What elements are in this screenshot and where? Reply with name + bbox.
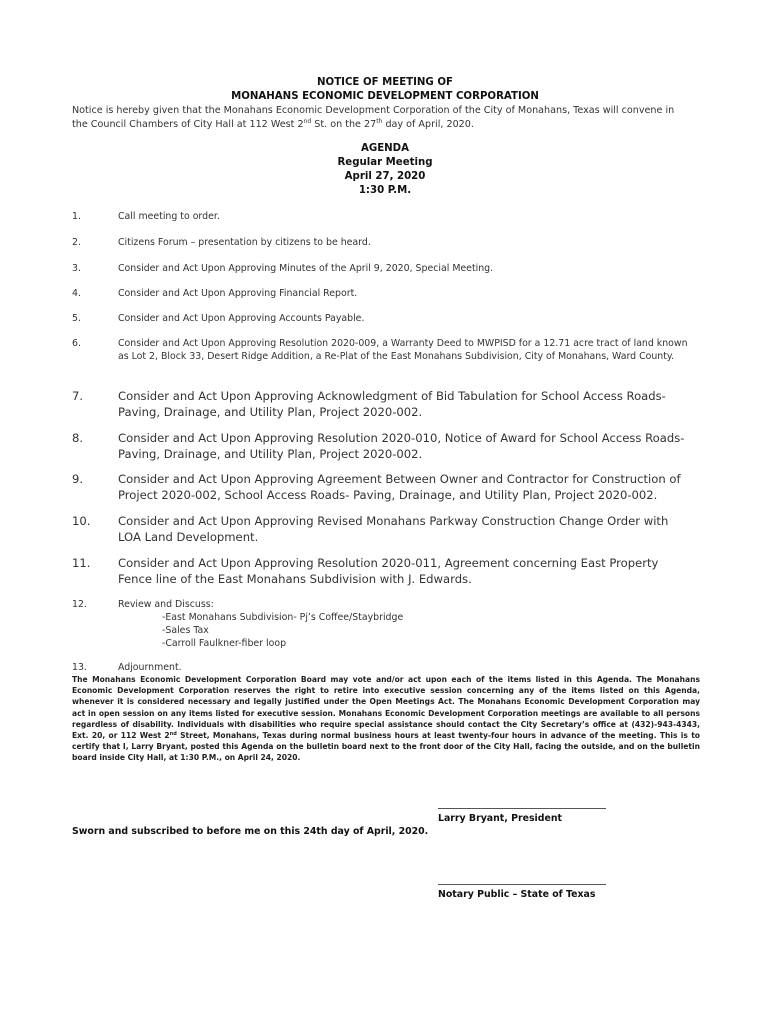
president-label: Larry Bryant, President <box>438 813 562 824</box>
item-text: Review and Discuss: -East Monahans Subdivision- Pj’s Coffee/Staybridge -Sales Tax -Carroll Faulkner-fiber loop <box>118 598 693 650</box>
intro-line1: Notice is hereby given that the Monahans Economic Development Corporation of the City of Monahans, Texas will convene in <box>72 105 675 116</box>
agenda-time: 1:30 P.M. <box>358 185 412 196</box>
notice-title-line2: MONAHANS ECONOMIC DEVELOPMENT CORPORATION <box>231 91 539 102</box>
item-number: 1. <box>72 211 81 222</box>
item-number: 13. <box>72 662 87 673</box>
item-number: 5. <box>72 313 81 324</box>
notary-signature-line <box>438 884 606 885</box>
item-number: 10. <box>72 514 91 528</box>
legal-notice-paragraph: The Monahans Economic Development Corporation Board may vote and/or act upon each of the items listed in this Agenda. The Monahans Economic Development Corporation reserves the right to retire into executive session concerning any of the items listed on this Agenda, whenever it is considered necessary and legally justified under the Open Meetings Act. The Monahans Economic Development Corporation may act in open session on any items listed for executive session. Monahans Economic Development Corporation meetings are available to all persons regardless of disability. Individuals with disabilities who require special assistance should contact the City Secretary’s office at (432)-943-4343, Ext. 20, or 112 West 2nd Street, Monahans, Texas during normal business hours at least twenty-four hours in advance of the meeting. This is to certify that I, Larry Bryant, posted this Agenda on the bulletin board next to the front door of the City Hall, facing the outside, and on the bulletin board inside City Hall, at 1:30 P.M., on April 24, 2020. <box>72 675 700 763</box>
item-text: Consider and Act Upon Approving Resolution 2020-010, Notice of Award for School Access Roads- Paving, Drainage, and Utility Plan, Project 2020-002. <box>118 431 685 461</box>
item-text: Consider and Act Upon Approving Acknowledgment of Bid Tabulation for School Access Roads- Paving, Drainage, and Utility Plan, Project 2020-002. <box>118 389 666 419</box>
subitem: -Carroll Faulkner-fiber loop <box>162 638 287 649</box>
item-number: 7. <box>72 389 84 403</box>
item-text: Consider and Act Upon Approving Financial Report. <box>118 288 358 299</box>
intro-paragraph: Notice is hereby given that the Monahans Economic Development Corporation of the City of Monahans, Texas will convene in the Council Chambers of City Hall at 112 West 2nd St. on the 27th day of April, 2020. <box>72 105 675 130</box>
item-text: Consider and Act Upon Approving Resolution 2020-009, a Warranty Deed to MWPISD for a 12.71 acre tract of land known as Lot 2, Block 33, Desert Ridge Addition, a Re-Plat of the East Monahans Subdivision, City of Monahans, Ward County. <box>118 338 688 362</box>
agenda-title: AGENDA <box>360 143 410 154</box>
notice-title-line1: NOTICE OF MEETING OF <box>317 77 453 88</box>
notary-label: Notary Public – State of Texas <box>438 889 596 900</box>
item-text: Adjournment. <box>118 662 182 673</box>
item-number: 9. <box>72 472 84 486</box>
agenda-meeting-type: Regular Meeting <box>337 157 433 168</box>
item-text: Consider and Act Upon Approving Minutes of the April 9, 2020, Special Meeting. <box>118 263 494 274</box>
item-text: Consider and Act Upon Approving Accounts Payable. <box>118 313 365 324</box>
item-number: 12. <box>72 599 87 610</box>
item-number: 4. <box>72 288 81 299</box>
item-text: Consider and Act Upon Approving Resolution 2020-011, Agreement concerning East Property Fence line of the East Monahans Subdivision with J. Edwards. <box>118 556 659 586</box>
item-text: Consider and Act Upon Approving Revised Monahans Parkway Construction Change Order with LOA Land Development. <box>118 514 669 544</box>
item-number: 2. <box>72 237 81 248</box>
item-text: Citizens Forum – presentation by citizens to be heard. <box>118 237 371 248</box>
item-number: 8. <box>72 431 84 445</box>
subitem: -East Monahans Subdivision- Pj’s Coffee/Staybridge <box>162 612 404 623</box>
item-number: 11. <box>72 556 91 570</box>
item-text: Consider and Act Upon Approving Agreement Between Owner and Contractor for Construction of Project 2020-002, School Access Roads- Paving, Drainage, and Utility Plan, Project 2020-002. <box>118 472 681 502</box>
item-number: 3. <box>72 263 81 274</box>
sworn-statement: Sworn and subscribed to before me on this 24th day of April, 2020. <box>72 826 429 837</box>
president-signature-line <box>438 808 606 809</box>
item-text: Call meeting to order. <box>118 211 220 222</box>
agenda-date: April 27, 2020 <box>344 171 426 182</box>
item-number: 6. <box>72 338 81 349</box>
subitem: -Sales Tax <box>162 625 209 636</box>
